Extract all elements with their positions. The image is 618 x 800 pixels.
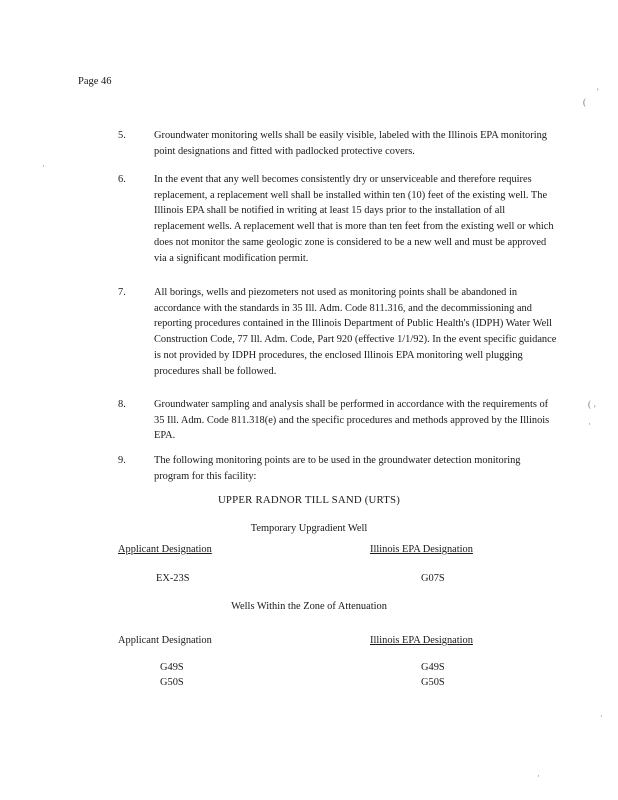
item-text: All borings, wells and piezometers not used as monitoring points shall be abandoned in accordance with the standards in 35 Ill. Adm. Code 811.316, and the decommissioning and reporting procedures contained in the Illinois Department of Public Health's (IDPH) Water Well Construction Code, 77 Ill. Adm. Code, Part 920 (effective 1/1/92). In the event specific guidance is not provided by IDPH procedures, the enclosed Illinois EPA monitoring well plugging procedures shall be followed. [154,287,557,377]
scan-speck: · [588,419,591,429]
scan-speck: ' [594,404,596,414]
epa-designation-header: Illinois EPA Designation [370,544,473,555]
item-text: Groundwater sampling and analysis shall be performed in accordance with the requirements of 35 Ill. Adm. Code 811.318(e) and the specific procedures and methods approved by the Illinois EPA. [154,399,550,442]
epa-designation-header: Illinois EPA Designation [370,635,473,646]
scan-speck: ( [588,399,591,409]
scan-speck: · [600,711,603,721]
section-title-attenuation: Wells Within the Zone of Attenuation [231,601,387,612]
item-number: 7. [118,287,126,298]
item-number: 6. [118,174,126,185]
epa-well-id: G49S [421,662,445,673]
item-number: 8. [118,399,126,410]
epa-well-id: G07S [421,573,445,584]
scan-speck: ( [583,97,586,107]
scan-speck: · [537,771,540,781]
scan-speck: · [42,161,45,171]
section-title-upgradient: Temporary Upgradient Well [250,523,368,534]
item-number: 5. [118,130,126,141]
applicant-well-id: G49S [160,662,184,673]
page-label: Page 46 [78,76,112,87]
epa-well-id: G50S [421,677,445,688]
item-text: Groundwater monitoring wells shall be easily visible, labeled with the Illinois EPA monitoring point designations and fitted with padlocked protective covers. [154,130,547,157]
scan-speck: ' [597,87,599,97]
item-number: 9. [118,455,126,466]
applicant-well-id: EX-23S [156,573,190,584]
applicant-designation-header: Applicant Designation [118,544,212,555]
item-text: The following monitoring points are to be used in the groundwater detection monitoring program for this facility: [154,455,521,482]
applicant-well-id: G50S [160,677,184,688]
applicant-designation-header: Applicant Designation [118,635,212,646]
unit-heading: UPPER RADNOR TILL SAND (URTS) [217,494,401,506]
item-text: In the event that any well becomes consistently dry or unserviceable and therefore requires replacement, a replacement well shall be installed within ten (10) feet of the existing well. The Illinois EPA shall be notified in writing at least 15 days prior to the installation of all replacement wells. A replacement well that is more than ten feet from the existing well or which does not monitor the same geologic zone is considered to be a new well and must be approved via a significant modification permit. [154,174,554,264]
